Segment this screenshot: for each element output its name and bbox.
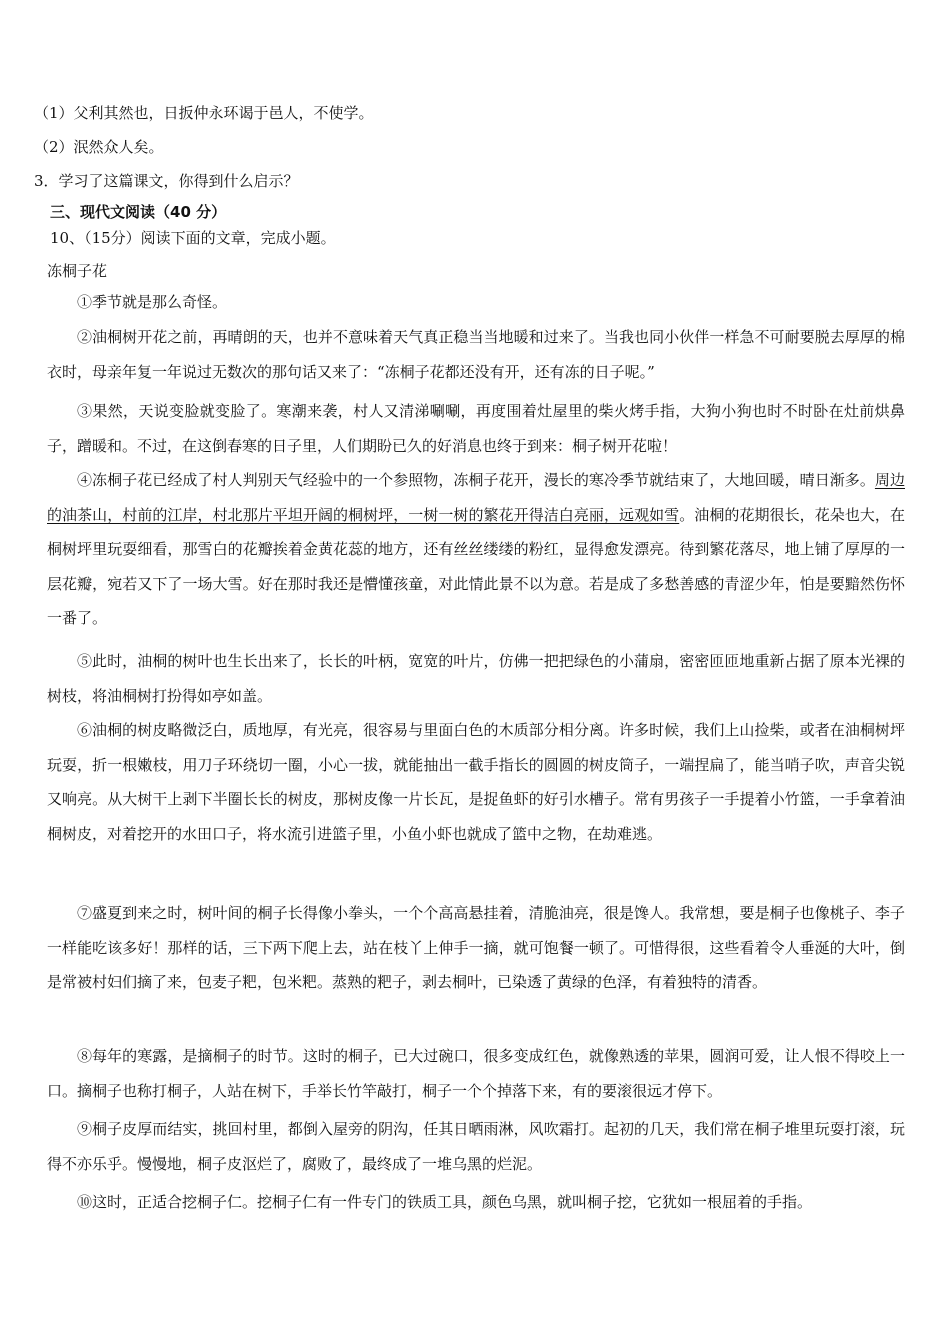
question-1-1: （1）父利其然也，日扳仲永环谒于邑人，不使学。	[34, 104, 374, 122]
paragraph-9: ⑨桐子皮厚而结实，挑回村里，都倒入屋旁的阴沟，任其日晒雨淋，风吹霜打。起初的几天，我们常在桐子堆里玩耍打滚，玩得不亦乐乎。慢慢地，桐子皮沤烂了，腐败了，最终成了一堆乌黑的烂泥。	[47, 1120, 905, 1173]
paragraph-8: ⑧每年的寒露，是摘桐子的时节。这时的桐子，已大过碗口，很多变成红色，就像熟透的苹果，圆润可爱，让人恨不得咬上一口。摘桐子也称打桐子，人站在树下，手举长竹竿敲打，桐子一个个掉落下来，有的要滚很远才停下。	[47, 1047, 905, 1100]
paragraph-1: ①季节就是那么奇怪。	[77, 293, 228, 311]
paragraph-5: ⑤此时，油桐的树叶也生长出来了，长长的叶柄，宽宽的叶片，仿佛一把把绿色的小蒲扇，密密匝匝地重新占据了原本光裸的树枝，将油桐树打扮得如亭如盖。	[47, 652, 905, 705]
paragraph-4	[47, 463, 905, 636]
question-3: 3．学习了这篇课文，你得到什么启示？	[34, 172, 299, 190]
section-heading: 三、现代文阅读（40 分）	[50, 203, 227, 221]
task-instruction: 10、（15分）阅读下面的文章，完成小题。	[50, 229, 336, 247]
paragraph-4-end: 。油桐的花期很长，花朵也大，在桐树坪里玩耍细看，那雪白的花瓣挨着金黄花蕊的地方，还有丝丝缕缕的粉红，显得愈发漂亮。待到繁花落尽，地上铺了厚厚的一层花瓣，宛若又下了一场大雪。好在那时我还是懵懂孩童，对此情此景不以为意。若是成了多愁善感的青涩少年，怕是要黯然伤怀一番了。	[47, 505, 905, 627]
paragraph-7: ⑦盛夏到来之时，树叶间的桐子长得像小拳头，一个个高高悬挂着，清脆油亮，很是馋人。我常想，要是桐子也像桃子、李子一样能吃该多好！那样的话，三下两下爬上去，站在枝丫上伸手一摘，就可饱餐一顿了。可惜得很，这些看着令人垂涎的大叶，倒是常被村妇们摘了来，包麦子粑，包米粑。蒸熟的粑子，剥去桐叶，已染透了黄绿的色泽，有着独特的清香。	[47, 904, 905, 991]
paragraph-2: ②油桐树开花之前，再晴朗的天，也并不意味着天气真正稳当当地暖和过来了。当我也同小伙伴一样急不可耐要脱去厚厚的棉衣时，母亲年复一年说过无数次的那句话又来了：“冻桐子花都还没有开，还有冻的日子呢。”	[47, 328, 905, 381]
article-title: 冻桐子花	[47, 262, 108, 280]
paragraph-10: ⑩这时，正适合挖桐子仁。挖桐子仁有一件专门的铁质工具，颜色乌黑，就叫桐子挖，它犹如一根屈着的手指。	[77, 1193, 813, 1211]
underlined-sentence: 周边的油茶山，村前的江岸，村北那片平坦开阔的桐树坪，一树一树的繁花开得洁白亮丽，远观如雪	[47, 471, 905, 524]
paragraph-3: ③果然，天说变脸就变脸了。寒潮来袭，村人又清涕唰唰，再度围着灶屋里的柴火烤手指，大狗小狗也时不时卧在灶前烘鼻子，蹭暖和。不过，在这倒春寒的日子里，人们期盼已久的好消息也终于到来：桐子树开花啦！	[47, 402, 905, 455]
paragraph-4-start: ④冻桐子花已经成了村人判别天气经验中的一个参照物，冻桐子花开，漫长的寒冷季节就结束了，大地回暖，晴日渐多。	[77, 471, 875, 489]
paragraph-6: ⑥油桐的树皮略微泛白，质地厚，有光亮，很容易与里面白色的木质部分相分离。许多时候，我们上山捡柴，或者在油桐树坪玩耍，折一根嫩枝，用刀子环绕切一圈，小心一拔，就能抽出一截手指长的圆圆的树皮筒子，一端捏扁了，能当哨子吹，声音尖锐又响亮。从大树干上剥下半圈长长的树皮，那树皮像一片长瓦，是捉鱼虾的好引水槽子。常有男孩子一手提着小竹篮，一手拿着油桐树皮，对着挖开的水田口子，将水流引进篮子里，小鱼小虾也就成了篮中之物，在劫难逃。	[47, 721, 905, 843]
question-1-2: （2）泯然众人矣。	[34, 138, 164, 156]
